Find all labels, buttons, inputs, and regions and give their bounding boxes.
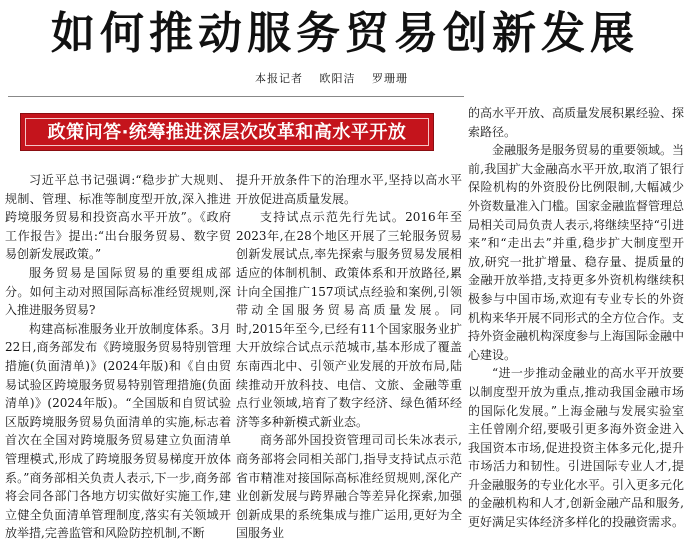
- article-column-2: [236, 171, 462, 543]
- subhead-title: 政策问答·统筹推进深层次改革和高水平开放: [47, 122, 407, 143]
- subhead-banner: [20, 113, 434, 151]
- divider-rule: [8, 96, 464, 97]
- paragraph: 提升开放条件下的治理水平,坚持以高水平开放促进高质量发展。: [236, 173, 462, 206]
- paragraph: 习近平总书记强调:“稳步扩大规则、规制、管理、标准等制度型开放,深入推进跨境服务贸易和投资高水平开放”。《政府工作报告》提出:“出台服务贸易、数字贸易创新发展政策。”: [5, 173, 231, 262]
- paragraph: 金融服务是服务贸易的重要领域。当前,我国扩大金融高水平开放,取消了银行保险机构的外资股份比例限制,大幅减少外资数量准入门槛。国家金融监督管理总局相关司局负责人表示,将继续坚持“引进来”和“走出去”并重,稳步扩大制度型开放,研究一批扩增量、稳存量、提质量的金融开放举措,支持更多外资机构继续积极参与中国市场,欢迎有专业专长的外资机构来华开展不同形式的全方位合作。支持外资金融机构深度参与上海国际金融中心建设。: [468, 143, 685, 362]
- paragraph: 构建高标准服务业开放制度体系。3月22日,商务部发布《跨境服务贸易特别管理措施(负面清单)》(2024年版)和《自由贸易试验区跨境服务贸易特别管理措施(负面清单)》(2024年版)。“全国版和自贸试验区版跨境服务贸易负面清单的实施,标志着首次在全国对跨境服务贸易建立负面清单管理模式,形成了跨境服务贸易梯度开放体系。”商务部相关负责人表示,下一步,商务部将会同各部门各地方切实做好实施工作,建立健全负面清单管理制度,落实有关领域开放举措,完善监管和风险防控机制,不断: [5, 321, 231, 541]
- byline: [255, 70, 420, 86]
- paragraph: 的高水平开放、高质量发展积累经验、探索路径。: [468, 106, 685, 139]
- headline: 如何推动服务贸易创新发展: [51, 8, 639, 59]
- author-name: 罗珊珊: [372, 72, 408, 85]
- paragraph: 服务贸易是国际贸易的重要组成部分。如何主动对照国际高标准经贸规则,深入推进服务贸易?: [5, 265, 231, 318]
- article-column-3: [468, 104, 684, 532]
- author-name: 欧阳洁: [319, 72, 356, 85]
- paragraph: 商务部外国投资管理司司长朱冰表示,商务部将会同相关部门,指导支持试点示范省市精准对接国际高标准经贸规则,深化产业创新发展与跨界融合等差异化探索,加强创新成果的系统集成与推广运用,更好为全国服务业: [236, 433, 462, 541]
- paragraph: “进一步推动金融业的高水平开放要以制度型开放为重点,推动我国金融市场的国际化发展。”上海金融与发展实验室主任曾刚介绍,要吸引更多海外资金进入我国资本市场,促进投资主体多元化,提升市场活力和韧性。引进国际专业人才,提升金融服务的专业化水平。引入更多元化的金融机构和人才,创新金融产品和服务,更好满足实体经济多样化的投融资需求。: [468, 366, 685, 530]
- reporter-label: 本报记者: [255, 72, 303, 85]
- paragraph: 支持试点示范先行先试。2016年至2023年,在28个地区开展了三轮服务贸易创新发展试点,率先探索与服务贸易发展相适应的体制机制、政策体系和开放路径,累计向全国推广157项试点经验和案例,引领带动全国服务贸易高质量发展。同时,2015年至今,已经有11个国家服务业扩大开放综合试点示范城市,基本形成了覆盖东南西北中、引领产业发展的开放布局,陆续推动开放科技、电信、文旅、金融等重点行业领域,培育了数字经济、绿色循环经济等多种新模式新业态。: [236, 210, 462, 429]
- article-column-1: [5, 171, 231, 543]
